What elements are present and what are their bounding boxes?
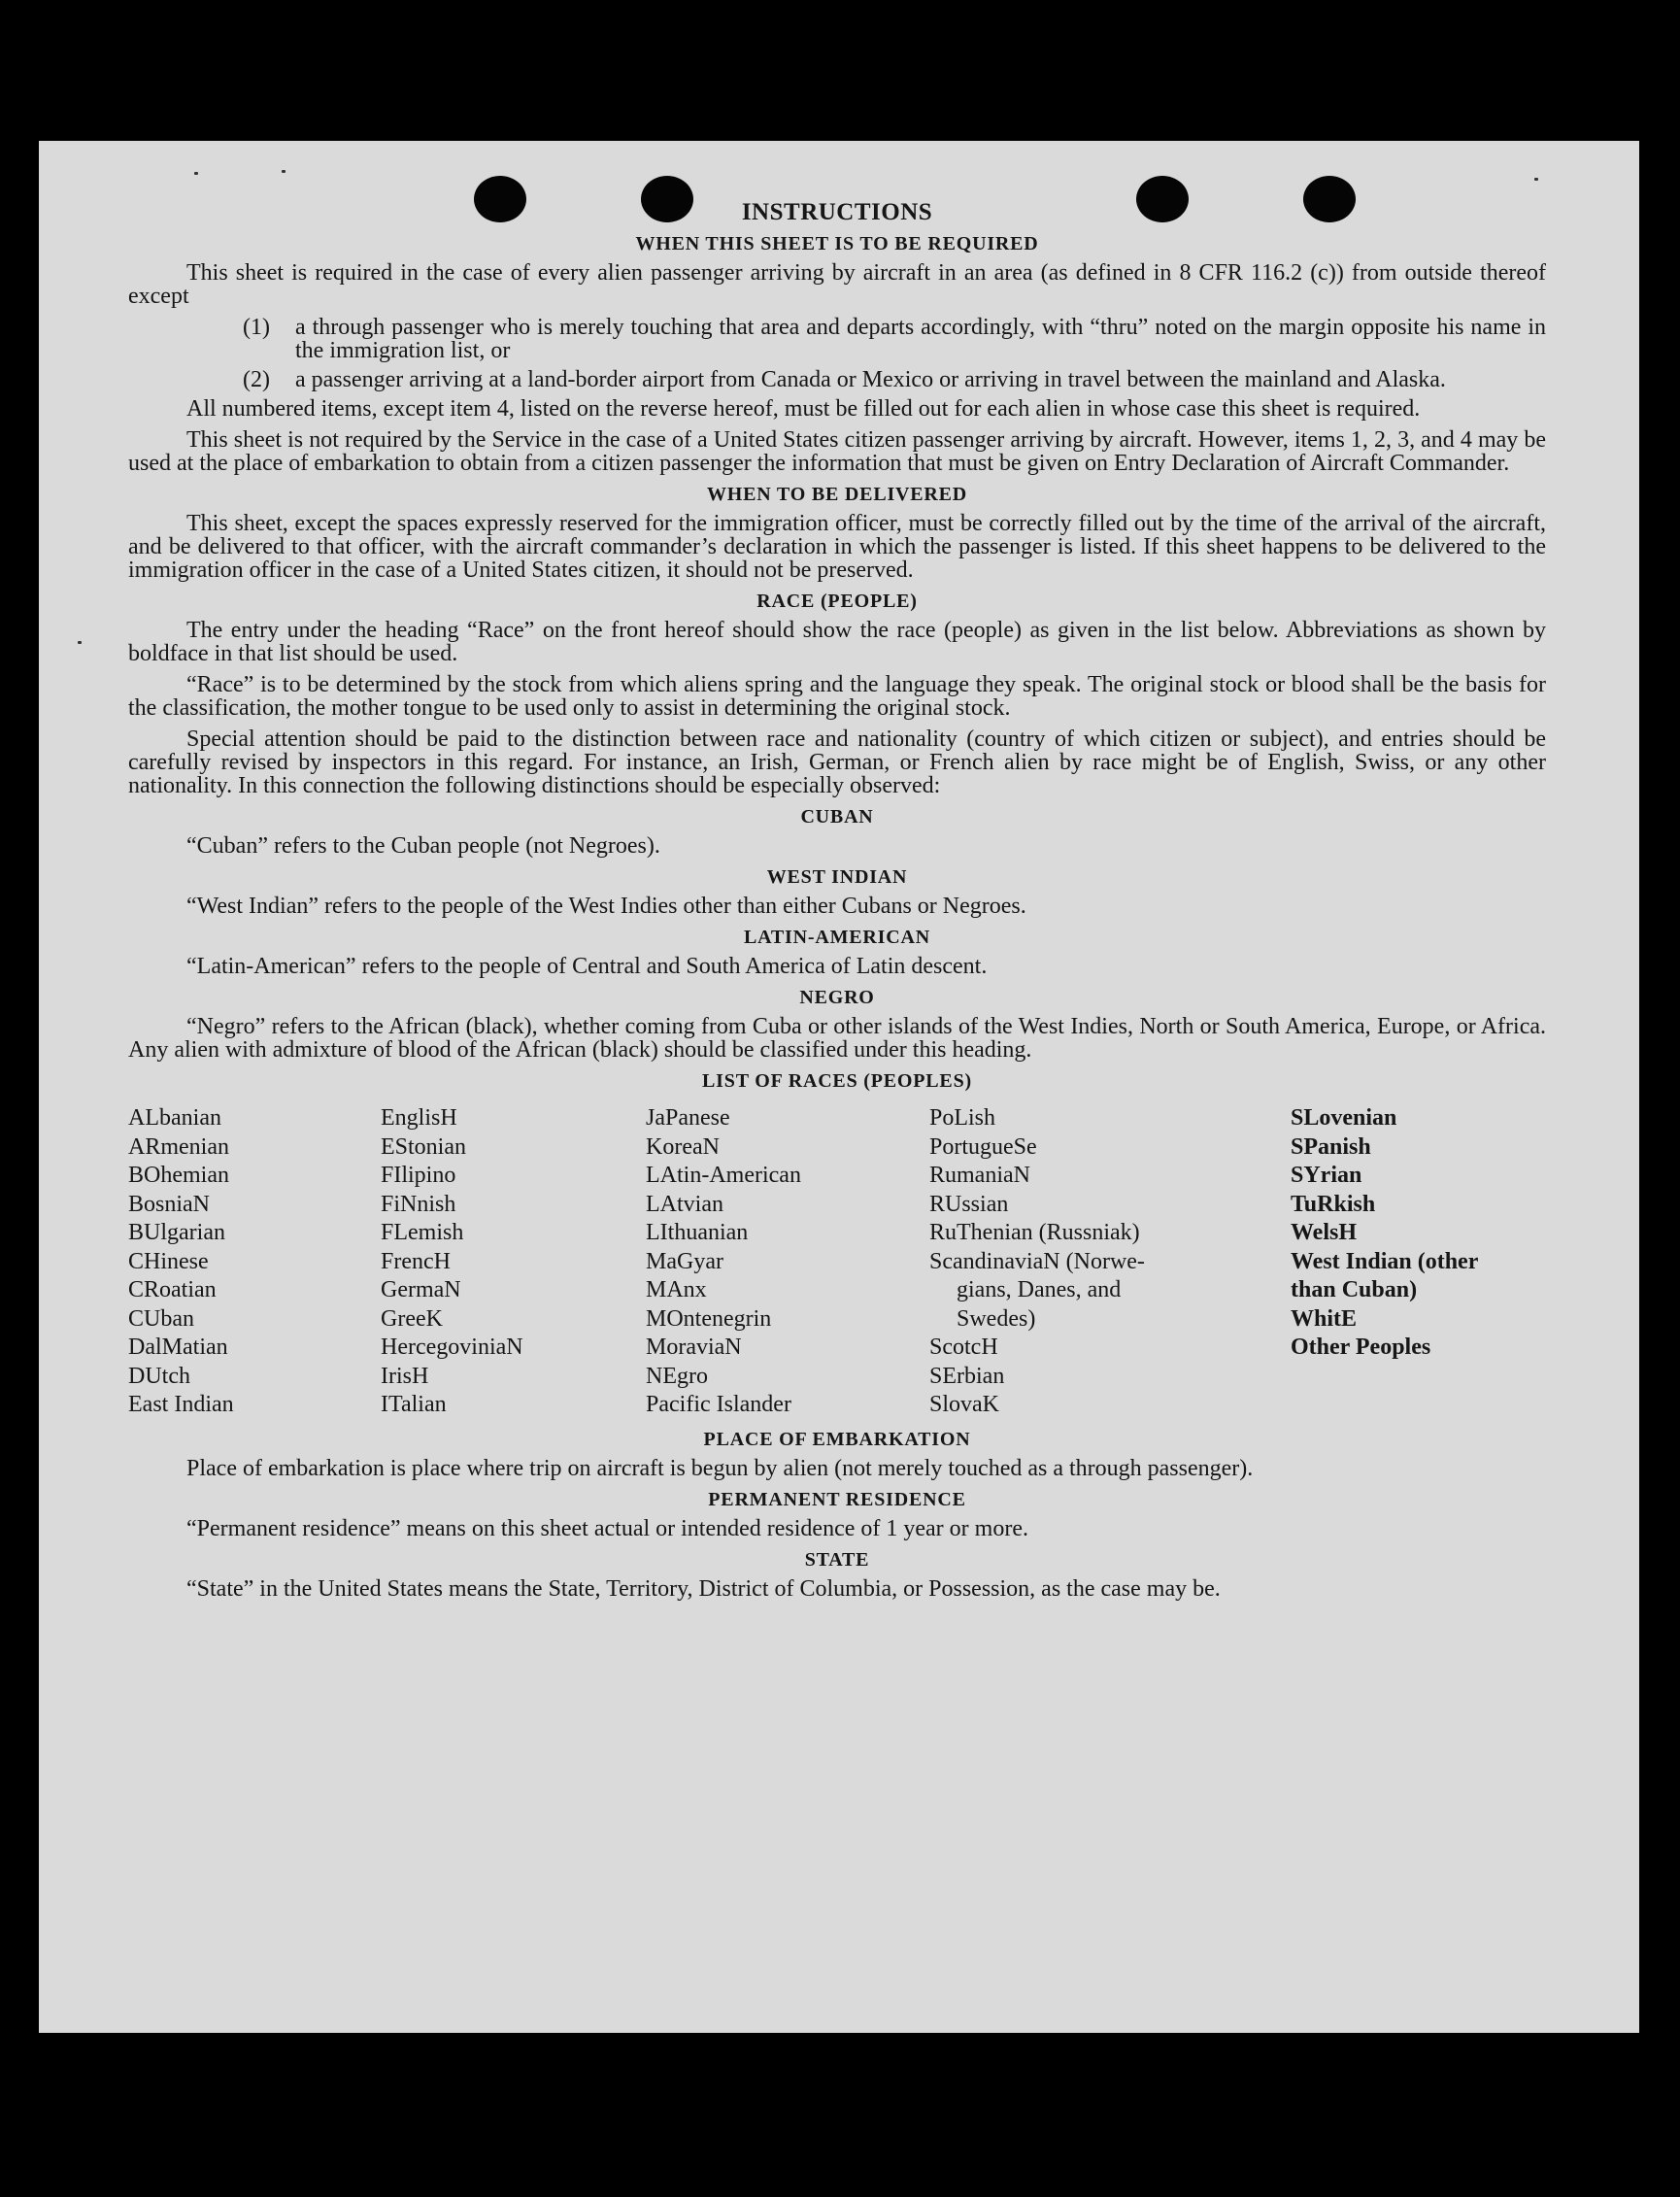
races-column-3 [646, 1104, 929, 1420]
definition-latin-american: “Latin-American” refers to the people of Central and South America of Latin descent. [186, 954, 988, 979]
race-entry-continued: gians, Danes, and [957, 1277, 1122, 1302]
race-entry: CHinese [128, 1248, 209, 1274]
speck [1534, 178, 1538, 181]
race-entry: IrisH [381, 1363, 429, 1389]
definition-embarkation: Place of embarkation is place where trip on aircraft is begun by alien (not merely touched as a through passenger). [186, 1455, 1254, 1481]
race-entry: EStonian [381, 1133, 466, 1160]
race-entry: Other Peoples [1291, 1335, 1431, 1360]
race-entry: BUlgarian [128, 1220, 225, 1245]
definition-permanent-residence: “Permanent residence” means on this sheet actual or intended residence of 1 year or more. [186, 1515, 1028, 1541]
heading-negro: NEGRO [799, 987, 875, 1008]
race-entry: HercegoviniaN [381, 1335, 523, 1360]
race-entry: MOntenegrin [646, 1305, 772, 1332]
race-entry-continued: Swedes) [957, 1305, 1036, 1332]
definition-west-indian: “West Indian” refers to the people of the West Indies other than either Cubans or Negroes. [186, 894, 1026, 919]
races-list [128, 1104, 1546, 1420]
race-entry: JaPanese [646, 1105, 730, 1131]
heading-list-of-races: LIST OF RACES (PEOPLES) [702, 1070, 972, 1092]
race-entry: EnglisH [381, 1105, 457, 1131]
race-entry: SYrian [1291, 1163, 1362, 1188]
heading-when-required: WHEN THIS SHEET IS TO BE REQUIRED [635, 233, 1039, 254]
paragraph: This sheet is required in the case of every alien passenger arriving by aircraft in an area (as defined in 8 CFR 116.2 (c)) from outside thereof except [128, 260, 1546, 309]
paragraph: The entry under the heading “Race” on the front hereof should show the race (people) as given in the list below. Abbreviations as shown by boldface in that list should be used. [128, 618, 1546, 666]
heading-west-indian: WEST INDIAN [766, 866, 908, 888]
race-entry: Pacific Islander [646, 1392, 791, 1417]
definition-state: “State” in the United States means the State, Territory, District of Columbia, or Possession, as the case may be. [186, 1575, 1221, 1602]
race-entry: MoraviaN [646, 1335, 742, 1360]
race-entry: FIlipino [381, 1163, 456, 1188]
speck [282, 170, 286, 173]
race-entry: NEgro [646, 1363, 708, 1389]
race-entry: East Indian [128, 1392, 234, 1417]
race-entry-continued: than Cuban) [1291, 1277, 1418, 1302]
race-entry: KoreaN [646, 1133, 720, 1160]
heading-embarkation: PLACE OF EMBARKATION [703, 1428, 971, 1450]
race-entry: DUtch [128, 1363, 190, 1389]
race-entry: MaGyar [646, 1248, 723, 1274]
definition-cuban: “Cuban” refers to the Cuban people (not Negroes). [186, 833, 660, 859]
document-sheet [39, 141, 1639, 2033]
race-entry: PoLish [929, 1105, 996, 1131]
item-text: a passenger arriving at a land-border airport from Canada or Mexico or arriving in travel between the mainland and Alaska. [295, 367, 1446, 392]
race-entry: ScandinaviaN (Norwe- [929, 1248, 1145, 1274]
races-column-2 [381, 1104, 646, 1420]
paragraph: This sheet, except the spaces expressly reserved for the immigration officer, must be correctly filled out by the time of the arrival of the aircraft, and be delivered to that officer, with the aircraft commander’s declaration in which the passenger is listed. If this sheet happens to be delivered to the immigration officer in the case of a United States citizen, it should not be preserved. [128, 511, 1546, 583]
race-entry: ALbanian [128, 1105, 221, 1131]
race-entry: FLemish [381, 1220, 464, 1245]
race-entry: SPanish [1291, 1133, 1371, 1160]
heading-latin-american: LATIN-AMERICAN [744, 927, 930, 948]
item-number: (1) [243, 315, 270, 340]
race-entry: LIthuanian [646, 1220, 749, 1245]
race-entry: TuRkish [1291, 1191, 1376, 1217]
heading-state: STATE [804, 1548, 870, 1571]
heading-permanent-residence: PERMANENT RESIDENCE [708, 1488, 966, 1510]
exception-item-1 [243, 316, 1546, 362]
race-entry: DalMatian [128, 1335, 228, 1360]
heading-when-delivered: WHEN TO BE DELIVERED [706, 484, 968, 505]
item-number: (2) [243, 367, 270, 392]
heading-cuban: CUBAN [800, 806, 874, 828]
race-entry: CRoatian [128, 1277, 217, 1302]
race-entry: RumaniaN [929, 1163, 1030, 1188]
races-column-1 [128, 1104, 381, 1420]
race-entry: West Indian (other [1291, 1248, 1479, 1274]
exception-item-2 [243, 368, 1546, 391]
paragraph: This sheet is not required by the Service in the case of a United States citizen passenger arriving by aircraft. However, items 1, 2, 3, and 4 may be used at the place of embarkation to obtain from a citizen passenger the information that must be given on Entry Declaration of Aircraft Commander. [128, 427, 1546, 476]
race-entry: GermaN [381, 1277, 461, 1302]
race-entry: ARmenian [128, 1133, 229, 1160]
races-column-4 [929, 1104, 1291, 1420]
item-text: a through passenger who is merely touching that area and departs accordingly, with “thru” noted on the margin opposite his name in the immigration list, or [295, 315, 1546, 363]
race-entry: BOhemian [128, 1163, 229, 1188]
race-entry: LAtvian [646, 1191, 723, 1217]
race-entry: CUban [128, 1305, 194, 1332]
race-entry: RUssian [929, 1191, 1009, 1217]
race-entry: SlovaK [929, 1392, 999, 1417]
races-column-5 [1291, 1104, 1546, 1420]
speck [194, 172, 198, 175]
race-entry: GreeK [381, 1305, 443, 1332]
race-entry: PortugueSe [929, 1133, 1037, 1160]
page-title: INSTRUCTIONS [741, 199, 933, 225]
speck [78, 641, 82, 644]
race-entry: FiNnish [381, 1191, 456, 1217]
race-entry: WelsH [1291, 1220, 1358, 1245]
race-entry: SLovenian [1291, 1105, 1397, 1131]
definition-negro: “Negro” refers to the African (black), whether coming from Cuba or other islands of the West Indies, North or South America, Europe, or Africa. Any alien with admixture of blood of the African (black) should be classified under this heading. [128, 1014, 1546, 1063]
race-entry: ITalian [381, 1392, 447, 1417]
race-entry: LAtin-American [646, 1163, 801, 1188]
paragraph: Special attention should be paid to the distinction between race and nationality (country of which citizen or subject), and entries should be carefully revised by inspectors in this regard. For instance, an Irish, German, or French alien by race might be of English, Swiss, or any other nationality. In this connection the following distinctions should be especially observed: [128, 727, 1546, 798]
heading-race: RACE (PEOPLE) [756, 591, 918, 612]
race-entry: RuThenian (Russniak) [929, 1220, 1140, 1245]
instructions-content [128, 201, 1546, 1608]
race-entry: FrencH [381, 1248, 451, 1274]
race-entry: SErbian [929, 1363, 1005, 1389]
race-entry: MAnx [646, 1277, 707, 1302]
race-entry: WhitE [1291, 1305, 1358, 1332]
paragraph: “Race” is to be determined by the stock from which aliens spring and the language they speak. The original stock or blood shall be the basis for the classification, the mother tongue to be used only to assist in determining the original stock. [128, 672, 1546, 721]
race-entry: ScotcH [929, 1335, 998, 1360]
paragraph: All numbered items, except item 4, listed on the reverse hereof, must be filled out for each alien in whose case this sheet is required. [186, 396, 1421, 422]
race-entry: BosniaN [128, 1191, 210, 1217]
